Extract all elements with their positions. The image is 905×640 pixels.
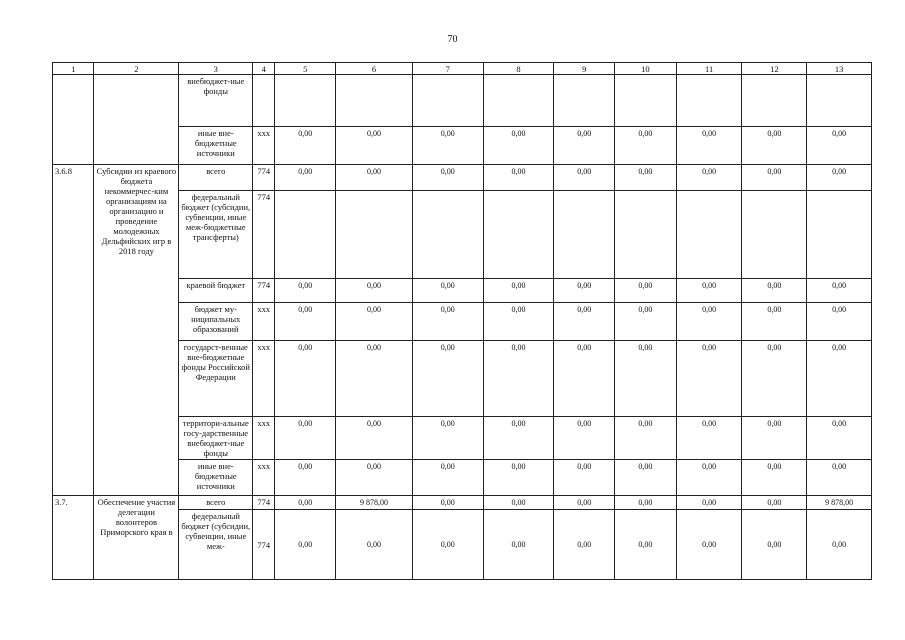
value-cell: 0,00 xyxy=(554,279,615,303)
value-cell xyxy=(676,191,742,279)
value-cell: 0,00 xyxy=(676,127,742,165)
value-cell: 0,00 xyxy=(483,341,554,417)
value-cell: 0,00 xyxy=(412,303,483,341)
value-cell: 0,00 xyxy=(483,496,554,510)
value-cell: 0,00 xyxy=(483,303,554,341)
value-cell: 0,00 xyxy=(336,460,413,496)
value-cell: 0,00 xyxy=(412,510,483,580)
value-cell xyxy=(676,75,742,127)
value-cell: 0,00 xyxy=(412,127,483,165)
value-cell: 0,00 xyxy=(554,165,615,191)
value-cell xyxy=(742,75,807,127)
code-cell: 774 xyxy=(253,165,275,191)
value-cell: 0,00 xyxy=(742,341,807,417)
value-cell: 0,00 xyxy=(676,303,742,341)
value-cell: 0,00 xyxy=(676,417,742,460)
value-cell xyxy=(615,75,677,127)
funding-source-cell: иные вне-бюджетные источники xyxy=(179,460,253,496)
value-cell: 0,00 xyxy=(742,510,807,580)
value-cell: 0,00 xyxy=(275,417,336,460)
funding-source-cell: всего xyxy=(179,165,253,191)
value-cell: 0,00 xyxy=(807,510,872,580)
item-number-cell: 3.6.8 xyxy=(53,165,94,496)
code-cell: 774 xyxy=(253,496,275,510)
value-cell: 0,00 xyxy=(483,127,554,165)
funding-source-cell: федеральный бюджет (субсидии, субвенции, иные меж- xyxy=(179,510,253,580)
value-cell: 0,00 xyxy=(412,417,483,460)
value-cell: 0,00 xyxy=(554,510,615,580)
value-cell xyxy=(615,191,677,279)
value-cell: 0,00 xyxy=(275,460,336,496)
funding-source-cell: всего xyxy=(179,496,253,510)
value-cell: 0,00 xyxy=(412,279,483,303)
table-row xyxy=(53,165,872,191)
table-header-row xyxy=(53,63,872,75)
funding-source-cell: бюджет му-ниципальных образований xyxy=(179,303,253,341)
value-cell: 0,00 xyxy=(742,279,807,303)
header-cell: 10 xyxy=(615,63,677,75)
header-cell: 13 xyxy=(807,63,872,75)
value-cell: 0,00 xyxy=(275,127,336,165)
value-cell: 0,00 xyxy=(676,460,742,496)
item-name-cell xyxy=(94,75,179,165)
header-cell: 5 xyxy=(275,63,336,75)
value-cell: 0,00 xyxy=(742,303,807,341)
value-cell xyxy=(336,191,413,279)
value-cell: 0,00 xyxy=(336,510,413,580)
value-cell: 9 878,00 xyxy=(807,496,872,510)
value-cell xyxy=(483,191,554,279)
value-cell: 0,00 xyxy=(615,510,677,580)
value-cell: 0,00 xyxy=(275,165,336,191)
item-name-cell: Субсидии из краевого бюджета некоммерчес-ким организациям на организацию и проведение молодежных Дельфийских игр в 2018 году xyxy=(94,165,179,496)
value-cell: 0,00 xyxy=(336,279,413,303)
item-number-cell xyxy=(53,75,94,165)
header-cell: 7 xyxy=(412,63,483,75)
value-cell: 0,00 xyxy=(615,496,677,510)
value-cell: 0,00 xyxy=(336,127,413,165)
value-cell: 0,00 xyxy=(615,127,677,165)
value-cell xyxy=(807,75,872,127)
table-row xyxy=(53,496,872,510)
value-cell: 0,00 xyxy=(412,460,483,496)
value-cell: 0,00 xyxy=(275,510,336,580)
funding-source-cell: краевой бюджет xyxy=(179,279,253,303)
value-cell xyxy=(412,191,483,279)
value-cell: 0,00 xyxy=(807,279,872,303)
value-cell: 0,00 xyxy=(336,417,413,460)
funding-source-cell: внебюджет-ные фонды xyxy=(179,75,253,127)
value-cell: 0,00 xyxy=(807,165,872,191)
code-cell: 774 xyxy=(253,191,275,279)
value-cell: 0,00 xyxy=(676,496,742,510)
header-cell: 2 xyxy=(94,63,179,75)
value-cell: 0,00 xyxy=(807,127,872,165)
value-cell: 9 878,00 xyxy=(336,496,413,510)
header-cell: 11 xyxy=(676,63,742,75)
value-cell: 0,00 xyxy=(615,417,677,460)
header-cell: 3 xyxy=(179,63,253,75)
code-cell xyxy=(253,75,275,127)
value-cell: 0,00 xyxy=(676,165,742,191)
funding-source-cell: территори-альные госу-дарственные внебюджет-ные фонды xyxy=(179,417,253,460)
value-cell: 0,00 xyxy=(807,303,872,341)
value-cell: 0,00 xyxy=(742,417,807,460)
value-cell: 0,00 xyxy=(483,279,554,303)
funding-source-cell: государст-венные вне-бюджетные фонды Российской Федерации xyxy=(179,341,253,417)
value-cell xyxy=(742,191,807,279)
value-cell: 0,00 xyxy=(412,165,483,191)
value-cell: 0,00 xyxy=(742,460,807,496)
value-cell xyxy=(275,75,336,127)
value-cell: 0,00 xyxy=(615,279,677,303)
value-cell xyxy=(807,191,872,279)
value-cell: 0,00 xyxy=(742,127,807,165)
table-row xyxy=(53,75,872,127)
value-cell: 0,00 xyxy=(275,496,336,510)
value-cell: 0,00 xyxy=(483,165,554,191)
value-cell: 0,00 xyxy=(554,127,615,165)
code-cell: xxx xyxy=(253,127,275,165)
value-cell: 0,00 xyxy=(742,165,807,191)
code-cell: xxx xyxy=(253,341,275,417)
header-cell: 6 xyxy=(336,63,413,75)
funding-source-cell: иные вне-бюджетные источники xyxy=(179,127,253,165)
value-cell: 0,00 xyxy=(807,417,872,460)
code-cell: 774 xyxy=(253,279,275,303)
value-cell: 0,00 xyxy=(615,341,677,417)
value-cell: 0,00 xyxy=(807,341,872,417)
value-cell: 0,00 xyxy=(483,460,554,496)
header-cell: 4 xyxy=(253,63,275,75)
value-cell: 0,00 xyxy=(807,460,872,496)
header-cell: 1 xyxy=(53,63,94,75)
value-cell: 0,00 xyxy=(554,303,615,341)
value-cell: 0,00 xyxy=(275,303,336,341)
value-cell: 0,00 xyxy=(676,279,742,303)
value-cell: 0,00 xyxy=(336,303,413,341)
value-cell: 0,00 xyxy=(615,303,677,341)
value-cell: 0,00 xyxy=(483,417,554,460)
value-cell xyxy=(483,75,554,127)
value-cell: 0,00 xyxy=(275,279,336,303)
value-cell: 0,00 xyxy=(554,496,615,510)
value-cell xyxy=(336,75,413,127)
value-cell: 0,00 xyxy=(554,460,615,496)
value-cell: 0,00 xyxy=(412,496,483,510)
code-cell: xxx xyxy=(253,460,275,496)
page-number: 70 xyxy=(447,34,458,45)
header-cell: 8 xyxy=(483,63,554,75)
value-cell: 0,00 xyxy=(554,417,615,460)
value-cell xyxy=(554,191,615,279)
value-cell: 0,00 xyxy=(615,165,677,191)
header-cell: 12 xyxy=(742,63,807,75)
value-cell: 0,00 xyxy=(676,510,742,580)
code-cell: xxx xyxy=(253,417,275,460)
value-cell: 0,00 xyxy=(554,341,615,417)
code-cell: xxx xyxy=(253,303,275,341)
value-cell: 0,00 xyxy=(336,165,413,191)
value-cell: 0,00 xyxy=(615,460,677,496)
value-cell xyxy=(412,75,483,127)
value-cell: 0,00 xyxy=(483,510,554,580)
value-cell: 0,00 xyxy=(742,496,807,510)
value-cell xyxy=(275,191,336,279)
funding-source-cell: федеральный бюджет (субсидии, субвенции, иные меж-бюджетные трансферты) xyxy=(179,191,253,279)
item-number-cell: 3.7. xyxy=(53,496,94,580)
value-cell: 0,00 xyxy=(412,341,483,417)
item-name-cell: Обеспечение участия делегации волонтеров Приморского края в xyxy=(94,496,179,580)
value-cell: 0,00 xyxy=(336,341,413,417)
code-cell: 774 xyxy=(253,510,275,580)
value-cell xyxy=(554,75,615,127)
header-cell: 9 xyxy=(554,63,615,75)
value-cell: 0,00 xyxy=(275,341,336,417)
budget-table xyxy=(52,62,872,580)
value-cell: 0,00 xyxy=(676,341,742,417)
